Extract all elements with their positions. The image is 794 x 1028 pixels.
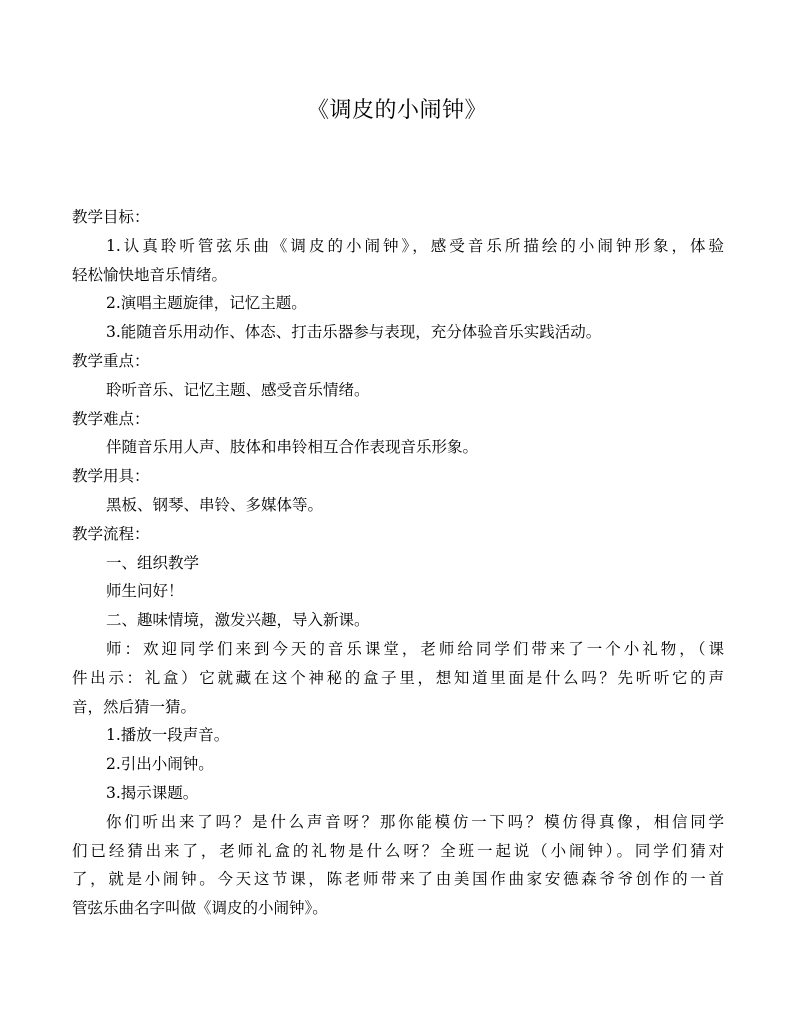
document-title: 《调皮的小闹钟》 xyxy=(306,98,487,123)
paragraph-line-2: 们已经猜出来了，老师礼盒的礼物是什么呀？全班一起说（小闹钟）。同学们猜对 xyxy=(72,841,724,860)
goal-item-1-line-2: 轻松愉快地音乐情绪。 xyxy=(72,265,228,284)
tools-text: 黑板、钢琴、串铃、多媒体等。 xyxy=(106,495,324,514)
difficulties-heading: 教学难点： xyxy=(72,409,150,428)
key-points-heading: 教学重点： xyxy=(72,351,150,370)
paragraph-line-3: 了，就是小闹钟。今天这节课，陈老师带来了由美国作曲家安德森爷爷创作的一首 xyxy=(72,870,724,889)
process-sub-3: 3.揭示课题。 xyxy=(106,783,199,802)
teacher-line-3: 音，然后猜一猜。 xyxy=(72,697,197,716)
process-sub-2: 2.引出小闹钟。 xyxy=(106,755,214,774)
process-greeting: 师生问好！ xyxy=(106,582,184,601)
goal-item-3: 3.能随音乐用动作、体态、打击乐器参与表现，充分体验音乐实践活动。 xyxy=(106,323,602,342)
process-step-1: 一、组织教学 xyxy=(106,553,200,572)
paragraph-line-1: 你们听出来了吗？是什么声音呀？那你能模仿一下吗？模仿得真像，相信同学 xyxy=(106,812,724,831)
goal-item-1-line-1: 1.认真聆听管弦乐曲《调皮的小闹钟》，感受音乐所描绘的小闹钟形象，体验 xyxy=(106,236,724,255)
tools-heading: 教学用具： xyxy=(72,467,150,486)
process-heading: 教学流程： xyxy=(72,524,150,543)
document-body xyxy=(72,203,724,923)
key-points-text: 聆听音乐、记忆主题、感受音乐情绪。 xyxy=(106,380,370,399)
paragraph-line-4: 管弦乐曲名字叫做《调皮的小闹钟》。 xyxy=(72,899,328,918)
goals-heading: 教学目标： xyxy=(72,208,150,226)
goal-item-2: 2.演唱主题旋律，记忆主题。 xyxy=(106,294,307,313)
teacher-line-2: 件出示：礼盒）它就藏在这个神秘的盒子里，想知道里面是什么吗？先听听它的声 xyxy=(72,668,724,687)
teacher-line-1: 师：欢迎同学们来到今天的音乐课堂，老师给同学们带来了一个小礼物，（课 xyxy=(106,639,724,658)
difficulties-text: 伴随音乐用人声、肢体和串铃相互合作表现音乐形象。 xyxy=(106,438,479,457)
process-sub-1: 1.播放一段声音。 xyxy=(106,726,230,745)
process-step-2: 二、趣味情境，激发兴趣，导入新课。 xyxy=(106,611,370,630)
